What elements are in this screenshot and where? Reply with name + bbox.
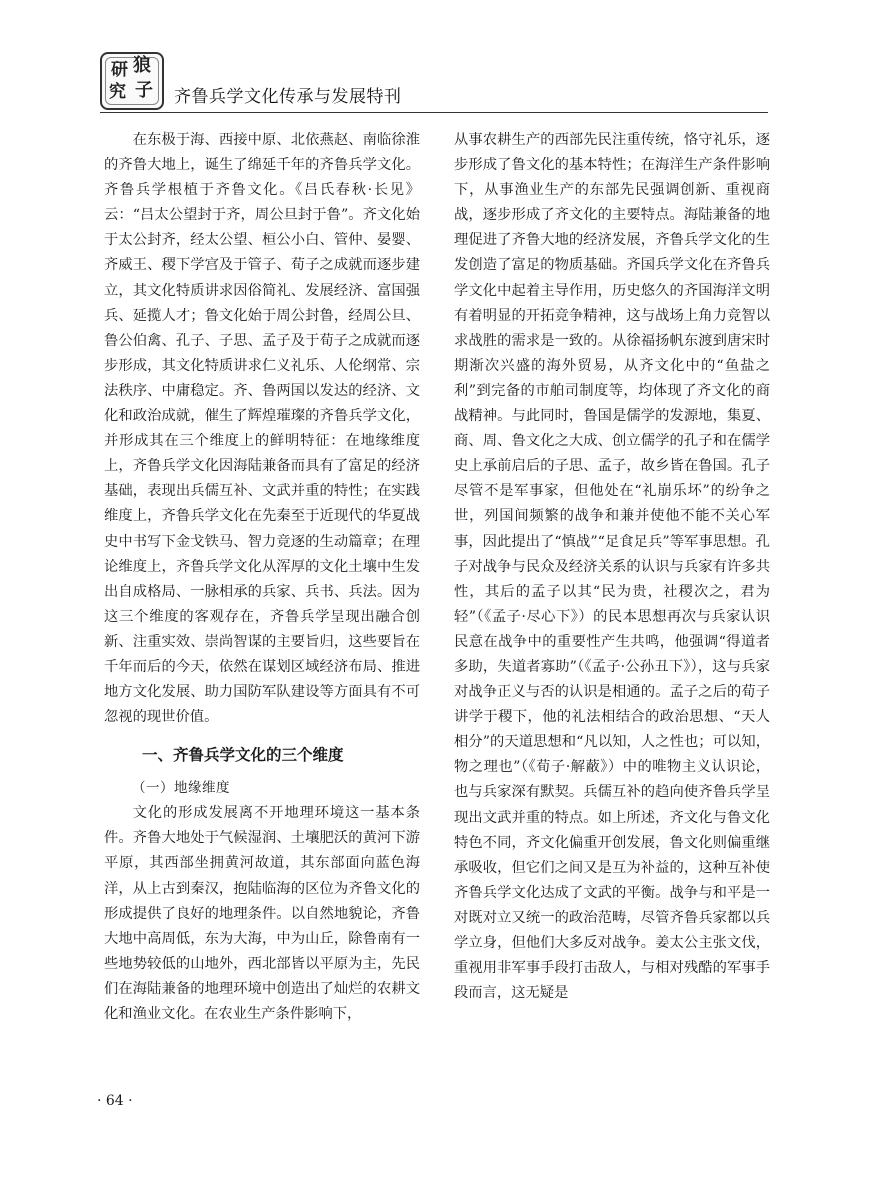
left-column xyxy=(104,128,420,1027)
body-paragraph: 文化的形成发展离不开地理环境这一基本条件。齐鲁大地处于气候湿润、土壤肥沃的黄河下游平原，其西部坐拥黄河故道，其东部面向蓝色海洋，从上古到秦汉，抱陆临海的区位为齐鲁文化的形成提供了良好的地理条件。以自然地貌论，齐鲁大地中高周低，东为大海，中为山丘，除鲁南有一些地势较低的山地外，西北部皆以平原为主，先民们在海陆兼备的地理环境中创造出了灿烂的农耕文化和渔业文化。在农业生产条件影响下， xyxy=(104,805,420,1022)
page-number: · 64 · xyxy=(97,1093,133,1109)
continued-paragraph: 从事农耕生产的西部先民注重传统，恪守礼乐，逐步形成了鲁文化的基本特性；在海洋生产条件影响下，从事渔业生产的东部先民强调创新、重视商战，逐步形成了齐文化的主要特点。海陆兼备的地理促进了齐鲁大地的经济发展，齐鲁兵学文化的生发创造了富足的物质基础。齐国兵学文化在齐鲁兵学文化中起着主导作用，历史悠久的齐国海洋文明有着明显的开拓竞争精神，这与战场上角力竞智以求战胜的需求是一致的。从徐福扬帆东渡到唐宋时期渐次兴盛的海外贸易，从齐文化中的“鱼盐之利”到完备的市舶司制度等，均体现了齐文化的商战精神。与此同时，鲁国是儒学的发源地，集夏、商、周、鲁文化之大成、创立儒学的孔子和在儒学史上承前启后的子思、孟子，故乡皆在鲁国。孔子尽管不是军事家，但他处在“礼崩乐坏”的纷争之世，列国间频繁的战争和兼并使他不能不关心军事，因此提出了“慎战”“足食足兵”等军事思想。孔子对战争与民众及经济关系的认识与兵家有许多共性，其后的孟子以其“民为贵，社稷次之，君为轻”（《孟子·尽心下》）的民本思想再次与兵家认识民意在战争中的重要性产生共鸣，他强调“得道者多助，失道者寡助”（《孟子·公孙丑下》），这与兵家对战争正义与否的认识是相通的。孟子之后的荀子讲学于稷下，他的礼法相结合的政治思想、“天人相分”的天道思想和“凡以知，人之性也；可以知，物之理也”（《荀子·解蔽》）中的唯物主义认识论，也与兵家深有默契。兵儒互补的趋向使齐鲁兵学呈现出文武并重的特点。如上所述，齐文化与鲁文化特色不同，齐文化偏重开创发展，鲁文化则偏重继承吸收，但它们之间又是互为补益的，这种互补使齐鲁兵学文化达成了文武的平衡。战争与和平是一对既对立又统一的政治范畴，尽管齐鲁兵家都以兵学立身，但他们大多反对战争。姜太公主张文伐，重视用非军事手段打击敌人，与相对残酷的军事手段而言，这无疑是 xyxy=(454,132,770,1002)
logo-char-1: 研 xyxy=(111,60,128,80)
logo-char-4: 子 xyxy=(135,80,153,101)
subsection-heading: （一）地缘维度 xyxy=(132,780,230,797)
journal-title: 齐鲁兵学文化传承与发展特刊 xyxy=(174,87,402,107)
intro-paragraph: 在东极于海、西接中原、北依燕赵、南临徐淮的齐鲁大地上，诞生了绵延千年的齐鲁兵学文化。齐鲁兵学根植于齐鲁文化。《吕氏春秋·长见》云：“吕太公望封于齐，周公旦封于鲁”。齐文化始于太公封齐，经太公望、桓公小白、管仲、晏婴、齐威王、稷下学宫及于管子、荀子之成就而逐步建立，其文化特质讲求因俗简礼、发展经济、富国强兵、延揽人才；鲁文化始于周公封鲁，经周公旦、鲁公伯禽、孔子、子思、孟子及于荀子之成就而逐步形成，其文化特质讲求仁义礼乐、人伦纲常、宗法秩序、中庸稳定。齐、鲁两国以发达的经济、文化和政治成就，催生了辉煌璀璨的齐鲁兵学文化，并形成其在三个维度上的鲜明特征：在地缘维度上，齐鲁兵学文化因海陆兼备而具有了富足的经济基础，表现出兵儒互补、文武并重的特性；在实践维度上，齐鲁兵学文化在先秦至于近现代的华夏战史中书写下金戈铁马、智力竞逐的生动篇章；在理论维度上，齐鲁兵学文化从浑厚的文化土壤中生发出自成格局、一脉相承的兵家、兵书、兵法。因为这三个维度的客观存在，齐鲁兵学呈现出融合创新、注重实效、崇尚智谋的主要旨归，这些要旨在千年而后的今天，依然在谋划区域经济布局、推进地方文化发展、助力国防军队建设等方面具有不可忽视的现世价值。 xyxy=(104,132,420,726)
page-header xyxy=(100,52,768,113)
right-column xyxy=(454,128,770,1006)
journal-logo xyxy=(100,52,164,110)
logo-char-2: 狼 xyxy=(133,55,151,76)
logo-char-3: 究 xyxy=(109,82,126,102)
section-heading: 一、齐鲁兵学文化的三个维度 xyxy=(142,746,344,765)
